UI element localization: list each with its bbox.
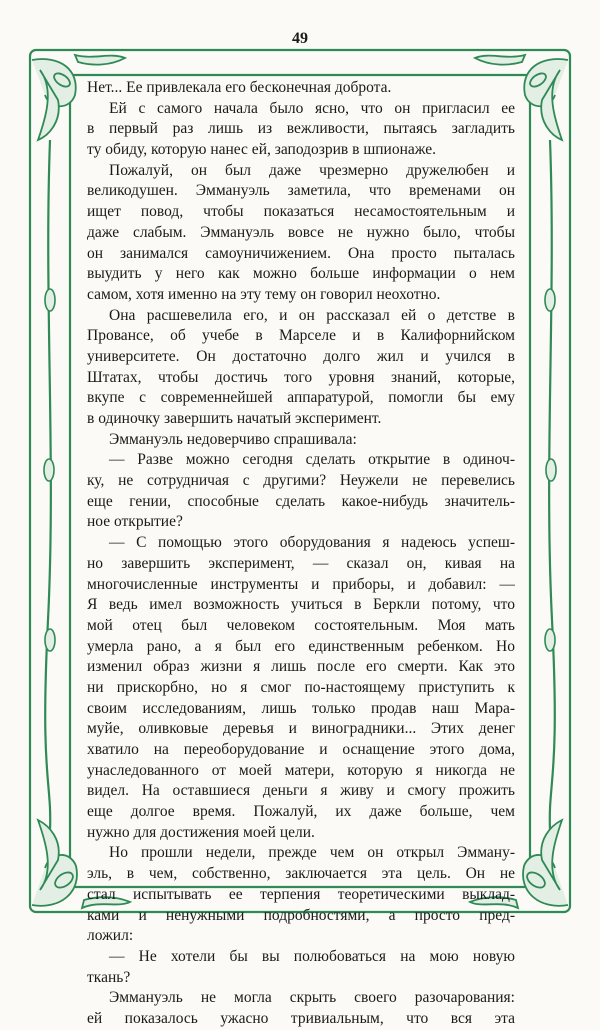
text-line: мой отец был человеком состоятельным. Моя мать [87, 616, 515, 634]
text-line: Пожалуй, он был даже чрезмерно дружелюбен и [109, 161, 515, 179]
text-line: ту обиду, которую нанес ей, заподозрив в шпионаже. [87, 141, 437, 159]
text-line: Но прошли недели, прежде чем он открыл Эмману- [109, 844, 515, 862]
left-vine [45, 140, 51, 830]
text-line: своим исследованиям, лишь только продав наш Мара- [87, 699, 515, 717]
text-line: видел. На оставшиеся деньги я живу и смогу прожить [87, 782, 515, 800]
text-line: Ей с самого начала было ясно, что он пригласил ее [109, 99, 515, 117]
page-number: 49 [292, 30, 308, 47]
text-line: университете. Он достаточно долго жил и учился в [87, 347, 515, 365]
text-line: но завершить эксперимент, — сказал он, кивая на [87, 554, 515, 572]
text-line: ни прискорбно, но я смог по-настоящему приступить к [87, 678, 515, 696]
text-line: унаследованного от моей матери, которую я никогда не [87, 761, 515, 779]
text-line: нужно для достижения моей цели. [87, 823, 315, 841]
text-line: Эммануэль не могла скрыть своего разочарования: [109, 989, 515, 1007]
text-line: великодушен. Эммануэль заметила, что временами он [87, 182, 515, 200]
text-line: Она расшевелила его, и он рассказал ей о детстве в [109, 306, 515, 324]
text-line: умерла рано, а я был его единственным ребенком. Но [87, 637, 515, 655]
body-text [87, 78, 515, 1030]
text-line: он занимался самоуничижением. Она просто пыталась [87, 244, 515, 262]
text-line: даже слабым. Эммануэль вовсе не нужно было, чтобы [87, 223, 515, 241]
text-line: ткань? [87, 968, 131, 986]
text-line: еще долгое время. Пожалуй, их даже больше, чем [87, 803, 515, 821]
text-line: — Не хотели бы вы полюбоваться на мою новую [109, 947, 515, 965]
text-line: ку, не сотрудничая с другими? Неужели не перевелись [87, 472, 515, 490]
text-line: самом, хотя именно на эту тему он говорил неохотно. [87, 285, 441, 303]
text-line: ложил: [87, 927, 134, 945]
right-vine [549, 140, 555, 830]
text-line: Нет... Ее привлекала его бесконечная доброта. [87, 79, 392, 96]
text-line: эль, в чем, собственно, заключается эта цель. Он не [87, 865, 515, 883]
text-line: Штатах, чтобы достичь того уровня знаний, которые, [87, 368, 515, 386]
text-line: Я ведь имел возможность учиться в Беркли потому, что [87, 596, 515, 614]
text-line: изменил образ жизни я лишь после его смерти. Как это [87, 658, 515, 676]
text-line: стал испытывать ее терпения теоретическими выклад- [87, 885, 515, 903]
text-line: в первый раз лишь из вежливости, пытаясь загладить [87, 120, 515, 138]
text-line: ищет повод, чтобы показаться несамостоятельным и [87, 203, 515, 221]
text-line: муйе, оливковые деревья и виноградники... Этих денег [87, 720, 515, 738]
text-line: ное открытие? [87, 513, 183, 531]
text-line: выудить у него как можно больше информации о нем [87, 265, 515, 283]
text-line: Провансе, об учебе в Марселе и в Калифорнийском [87, 327, 515, 345]
text-line: ей показалось ужасно тривиальным, что вся эта [87, 1009, 515, 1027]
text-line: хватило на переоборудование и оснащение этого дома, [87, 741, 515, 758]
text-line: еще гении, способные сделать какое-нибудь значитель- [87, 492, 515, 510]
text-line: вкупе с современнейшей аппаратурой, помогли бы ему [87, 389, 515, 407]
text-line: Эммануэль недоверчиво спрашивала: [109, 430, 357, 448]
text-line: ками и ненужными подробностями, а просто пред- [87, 906, 515, 924]
text-line: в одиночку завершить начатый эксперимент. [87, 410, 382, 427]
text-line: — Разве можно сегодня сделать открытие в одиноч- [109, 451, 515, 469]
text-line: — С помощью этого оборудования я надеюсь успеш- [109, 534, 515, 552]
text-line: многочисленные инструменты и приборы, и добавил: — [87, 575, 515, 593]
